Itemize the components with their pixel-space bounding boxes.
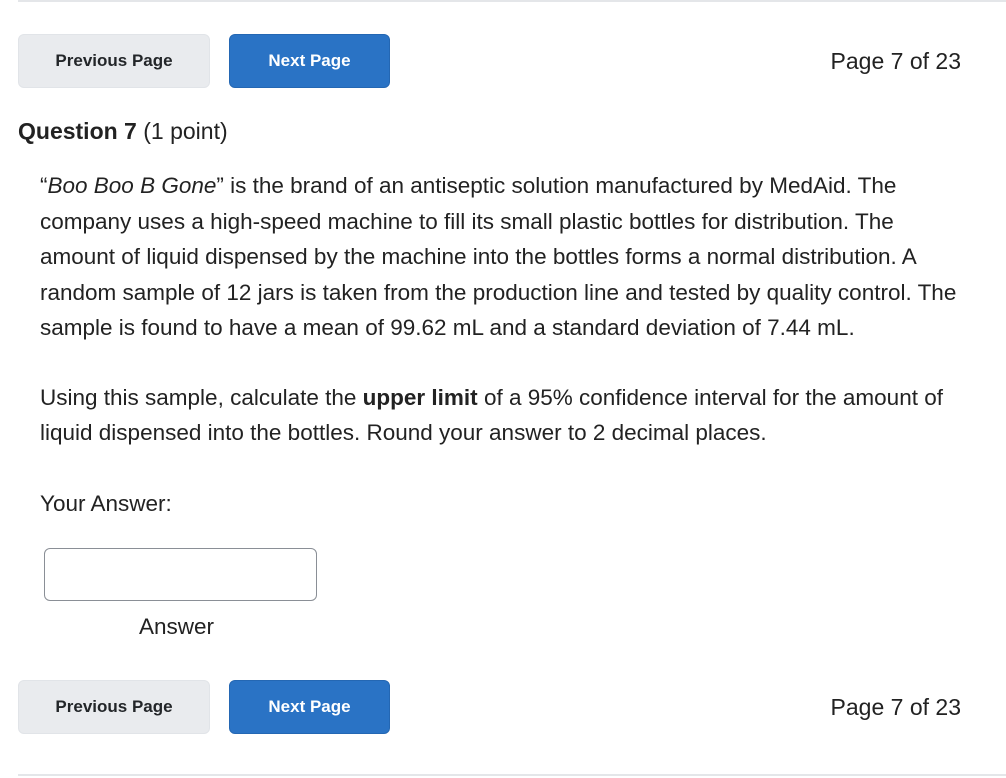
top-divider (18, 0, 1006, 2)
question-paragraph-2 (40, 380, 970, 451)
page-indicator: Page 7 of 23 (830, 693, 961, 720)
top-navigation (18, 34, 968, 88)
question-points: (1 point) (143, 118, 228, 144)
upper-limit-emphasis: upper limit (362, 384, 478, 410)
question-title: Question 7 (18, 118, 137, 144)
answer-caption: Answer (139, 614, 215, 639)
question-paragraph-1 (40, 168, 970, 346)
bottom-navigation (18, 680, 968, 734)
previous-page-button[interactable]: Previous Page (18, 680, 210, 734)
question-header (18, 118, 228, 145)
page-indicator: Page 7 of 23 (830, 47, 961, 74)
your-answer-label: Your Answer: (40, 491, 172, 516)
paragraph-2-end: of a 95% confidence interval for the amount of liquid dispensed into the bottles. Round your answer to 2 decimal places. (40, 384, 943, 445)
next-page-button[interactable]: Next Page (229, 34, 390, 88)
question-body (40, 168, 970, 451)
brand-name: Boo Boo B Gone (47, 173, 217, 198)
open-quote: “ (40, 173, 48, 198)
bottom-divider (18, 774, 1006, 776)
next-page-button[interactable]: Next Page (229, 680, 390, 734)
previous-page-button[interactable]: Previous Page (18, 34, 210, 88)
paragraph-2-start: Using this sample, calculate the (40, 384, 363, 410)
answer-input[interactable] (44, 548, 317, 601)
paragraph-1-text: ” is the brand of an antiseptic solution manufactured by MedAid. The company uses a high-speed machine to fill its small plastic bottles for distribution. The amount of liquid dispensed by the machine into the bottles forms a normal distribution. A random sample of 12 jars is taken from the production line and tested by quality control. The sample is found to have a mean of 99.62 mL and a standard deviation of 7.44 mL. (40, 173, 957, 340)
